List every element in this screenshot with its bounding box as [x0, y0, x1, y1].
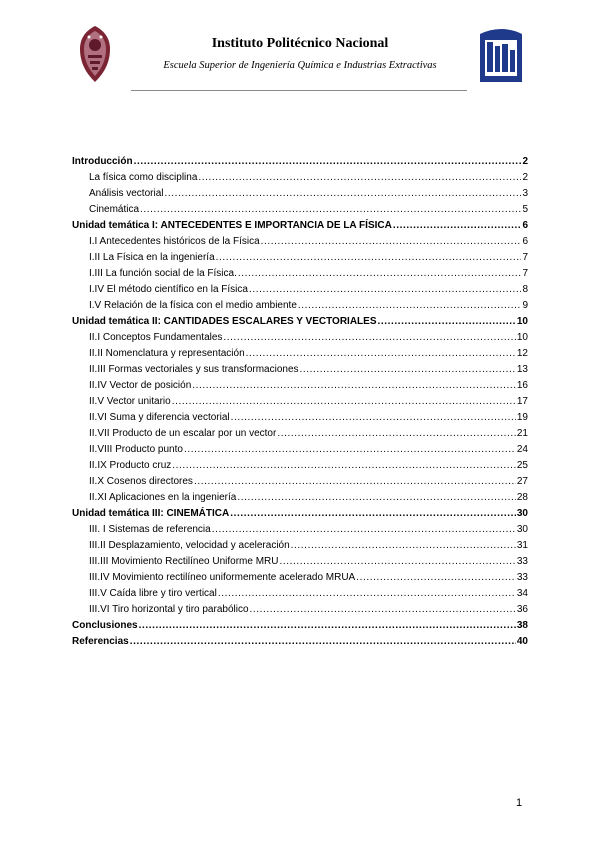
- toc-entry-label: III.V Caída libre y tiro vertical: [89, 588, 217, 599]
- toc-dot-leader: [280, 555, 516, 568]
- toc-entry-page: 40: [516, 636, 528, 647]
- toc-entry-label: La física como disciplina: [89, 172, 198, 183]
- toc-entry-page: 24: [516, 444, 528, 455]
- toc-entry-page: 30: [516, 524, 528, 535]
- toc-entry-label: Unidad temática III: CINEMÁTICA: [72, 508, 230, 519]
- toc-entry-page: 10: [516, 332, 528, 343]
- toc-entry-label: II.XI Aplicaciones en la ingeniería: [89, 492, 237, 503]
- toc-dot-leader: [192, 379, 516, 392]
- toc-entry-label: II.X Cosenos directores: [89, 476, 193, 487]
- toc-dot-leader: [291, 539, 516, 552]
- toc-dot-leader: [194, 475, 516, 488]
- institution-title: Instituto Politécnico Nacional: [211, 36, 389, 51]
- toc-dot-leader: [216, 251, 522, 264]
- toc-entry-page: 28: [516, 492, 528, 503]
- toc-entry-page: 6: [522, 220, 528, 231]
- toc-entry-page: 10: [516, 316, 528, 327]
- toc-entry[interactable]: [72, 424, 528, 440]
- toc-entry-page: 34: [516, 588, 528, 599]
- toc-entry-page: 8: [522, 284, 528, 295]
- toc-entry-page: 38: [516, 620, 528, 631]
- toc-entry-label: I.IV El método científico en la Física: [89, 284, 248, 295]
- toc-entry-page: 36: [516, 604, 528, 615]
- toc-entry[interactable]: [72, 440, 528, 456]
- toc-entry[interactable]: [72, 376, 528, 392]
- toc-entry-page: 12: [516, 348, 528, 359]
- toc-entry-page: 33: [516, 556, 528, 567]
- toc-entry-label: II.I Conceptos Fundamentales: [89, 332, 223, 343]
- toc-dot-leader: [198, 171, 521, 184]
- toc-dot-leader: [172, 459, 516, 472]
- toc-entry[interactable]: [72, 152, 528, 168]
- toc-entry[interactable]: [72, 168, 528, 184]
- toc-dot-leader: [130, 635, 516, 648]
- toc-entry-page: 31: [516, 540, 528, 551]
- toc-dot-leader: [300, 363, 516, 376]
- toc-entry-label: Introducción: [72, 156, 133, 167]
- toc-entry[interactable]: [72, 392, 528, 408]
- toc-entry-label: Conclusiones: [72, 620, 138, 631]
- toc-entry[interactable]: [72, 408, 528, 424]
- toc-dot-leader: [250, 603, 516, 616]
- toc-entry[interactable]: [72, 504, 528, 520]
- toc-entry[interactable]: [72, 520, 528, 536]
- toc-entry[interactable]: [72, 584, 528, 600]
- toc-entry-label: II.VIII Producto punto: [89, 444, 183, 455]
- toc-entry-page: 25: [516, 460, 528, 471]
- toc-entry[interactable]: [72, 296, 528, 312]
- toc-entry[interactable]: [72, 344, 528, 360]
- toc-dot-leader: [223, 331, 515, 344]
- toc-entry-label: Unidad temática II: CANTIDADES ESCALARES Y VECTORIALES: [72, 316, 377, 327]
- toc-dot-leader: [298, 299, 522, 312]
- toc-entry-page: 27: [516, 476, 528, 487]
- toc-dot-leader: [393, 219, 522, 232]
- school-subtitle: Escuela Superior de Ingeniería Química e Industrias Extractivas: [163, 60, 437, 71]
- toc-dot-leader: [246, 347, 516, 360]
- toc-entry-page: 2: [522, 156, 528, 167]
- toc-entry-label: II.VI Suma y diferencia vectorial: [89, 412, 230, 423]
- toc-entry[interactable]: [72, 328, 528, 344]
- toc-entry-page: 21: [516, 428, 528, 439]
- toc-entry-label: Cinemática: [89, 204, 140, 215]
- toc-entry-label: I.V Relación de la física con el medio ambiente: [89, 300, 297, 311]
- toc-entry-label: II.VII Producto de un escalar por un vector: [89, 428, 277, 439]
- toc-entry[interactable]: [72, 248, 528, 264]
- toc-dot-leader: [212, 523, 516, 536]
- toc-dot-leader: [237, 491, 516, 504]
- toc-dot-leader: [218, 587, 516, 600]
- toc-entry-label: Análisis vectorial: [89, 188, 164, 199]
- toc-entry-label: Unidad temática I: ANTECEDENTES E IMPORTANCIA DE LA FÍSICA: [72, 220, 392, 231]
- toc-dot-leader: [134, 155, 522, 168]
- page-number: 1: [516, 797, 523, 809]
- toc-dot-leader: [238, 267, 522, 280]
- toc-dot-leader: [378, 315, 516, 328]
- toc-entry-label: III.III Movimiento Rectilíneo Uniforme MRU: [89, 556, 279, 567]
- toc-entry-label: III.IV Movimiento rectilíneo uniformemente acelerado MRUA: [89, 572, 356, 583]
- toc-entry[interactable]: [72, 536, 528, 552]
- toc-entry[interactable]: [72, 472, 528, 488]
- toc-entry[interactable]: [72, 488, 528, 504]
- toc-entry-page: 7: [522, 252, 528, 263]
- toc-dot-leader: [277, 427, 516, 440]
- toc-entry[interactable]: [72, 264, 528, 280]
- toc-entry-label: II.V Vector unitario: [89, 396, 171, 407]
- toc-entry-page: 3: [522, 188, 528, 199]
- toc-entry-page: 9: [522, 300, 528, 311]
- toc-entry-page: 33: [516, 572, 528, 583]
- toc-dot-leader: [261, 235, 522, 248]
- toc-dot-leader: [184, 443, 516, 456]
- toc-entry-label: II.IX Producto cruz: [89, 460, 172, 471]
- toc-entry-page: 6: [522, 236, 528, 247]
- esiqie-building-logo: [478, 26, 524, 86]
- toc-entry[interactable]: [72, 600, 528, 616]
- toc-entry[interactable]: [72, 568, 528, 584]
- toc-dot-leader: [356, 571, 516, 584]
- toc-entry[interactable]: [72, 216, 528, 232]
- toc-entry[interactable]: [72, 232, 528, 248]
- toc-entry[interactable]: [72, 552, 528, 568]
- toc-entry-label: II.II Nomenclatura y representación: [89, 348, 245, 359]
- toc-entry[interactable]: [72, 184, 528, 200]
- toc-dot-leader: [172, 395, 516, 408]
- toc-entry-page: 5: [522, 204, 528, 215]
- toc-entry-page: 2: [522, 172, 528, 183]
- toc-dot-leader: [139, 619, 516, 632]
- toc-dot-leader: [231, 411, 516, 424]
- toc-entry-page: 19: [516, 412, 528, 423]
- toc-entry[interactable]: [72, 632, 528, 648]
- toc-entry-label: I.III La función social de la Física.: [89, 268, 237, 279]
- ipn-seal-logo: [78, 25, 112, 83]
- toc-entry-label: Referencias: [72, 636, 129, 647]
- toc-entry-page: 17: [516, 396, 528, 407]
- toc-entry[interactable]: [72, 312, 528, 328]
- toc-entry[interactable]: [72, 200, 528, 216]
- toc-entry[interactable]: [72, 456, 528, 472]
- toc-entry-label: I.II La Física en la ingeniería: [89, 252, 215, 263]
- toc-entry-label: III.VI Tiro horizontal y tiro parabólico: [89, 604, 249, 615]
- toc-dot-leader: [249, 283, 521, 296]
- toc-entry-label: III. I Sistemas de referencia: [89, 524, 211, 535]
- toc-entry-page: 7: [522, 268, 528, 279]
- toc-dot-leader: [230, 507, 516, 520]
- toc-entry-label: III.II Desplazamiento, velocidad y aceleración: [89, 540, 290, 551]
- toc-entry-label: II.IV Vector de posición: [89, 380, 192, 391]
- toc-entry-page: 16: [516, 380, 528, 391]
- toc-dot-leader: [140, 203, 521, 216]
- toc-entry-label: I.I Antecedentes históricos de la Física: [89, 236, 260, 247]
- header-divider: [131, 90, 467, 91]
- toc-entry-page: 30: [516, 508, 528, 519]
- toc-dot-leader: [164, 187, 521, 200]
- toc-entry[interactable]: [72, 280, 528, 296]
- table-of-contents: [72, 152, 528, 648]
- toc-entry[interactable]: [72, 616, 528, 632]
- toc-entry-page: 13: [516, 364, 528, 375]
- toc-entry-label: II.III Formas vectoriales y sus transformaciones: [89, 364, 299, 375]
- toc-entry[interactable]: [72, 360, 528, 376]
